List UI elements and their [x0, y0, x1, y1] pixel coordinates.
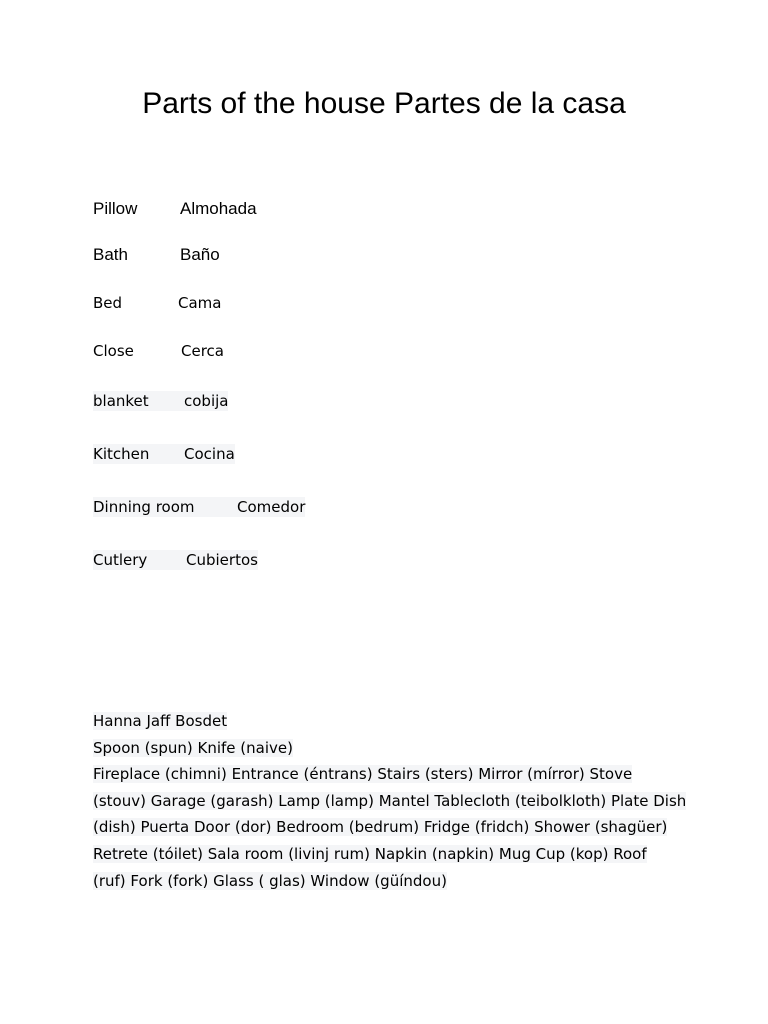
- english-word: Dinning room: [93, 498, 195, 516]
- document-title: Parts of the house Partes de la casa: [142, 87, 626, 120]
- vocabulary-paragraph: [93, 708, 693, 894]
- vocab-pair-cutlery: [93, 550, 258, 570]
- spanish-word: Baño: [180, 245, 220, 264]
- english-word: Bath: [93, 245, 128, 264]
- paragraph-line: (dish) Puerta Door (dor) Bedroom (bedrum) Fridge (fridch) Shower (shagüer): [93, 818, 668, 837]
- english-word: Kitchen: [93, 445, 150, 463]
- vocab-pair-blanket: [93, 391, 228, 411]
- english-word: Close: [93, 342, 134, 360]
- author-line: [93, 708, 693, 735]
- english-word: blanket: [93, 392, 149, 410]
- english-word: Cutlery: [93, 551, 148, 569]
- spanish-word: Cama: [178, 294, 222, 312]
- vocab-pair-pillow: [93, 199, 257, 219]
- paragraph-line: Spoon (spun) Knife (naive): [93, 738, 293, 757]
- english-word: Bed: [93, 294, 123, 312]
- paragraph-line: Fireplace (chimni) Entrance (éntrans) Stairs (sters) Mirror (mírror) Stove: [93, 765, 633, 784]
- vocab-pair-close: [93, 341, 224, 361]
- paragraph-line: (ruf) Fork (fork) Glass ( glas) Window (güíndou): [93, 871, 447, 890]
- spanish-word: Almohada: [180, 199, 257, 218]
- spanish-word: Comedor: [237, 498, 306, 516]
- vocab-pair-dining-room: [93, 497, 305, 517]
- vocab-pair-kitchen: [93, 444, 235, 464]
- vocab-pair-bed: [93, 293, 221, 313]
- paragraph-line: Retrete (tóilet) Sala room (livinj rum) Napkin (napkin) Mug Cup (kop) Roof: [93, 844, 647, 863]
- vocab-pair-bath: [93, 245, 220, 265]
- spanish-word: Cerca: [181, 342, 224, 360]
- spanish-word: Cubiertos: [186, 551, 258, 569]
- spanish-word: Cocina: [184, 445, 235, 463]
- spanish-word: cobija: [184, 392, 229, 410]
- english-word: Pillow: [93, 199, 138, 218]
- paragraph-line: (stouv) Garage (garash) Lamp (lamp) Mantel Tablecloth (teibolkloth) Plate Dish: [93, 791, 687, 810]
- author-name: Hanna Jaff Bosdet: [93, 712, 228, 730]
